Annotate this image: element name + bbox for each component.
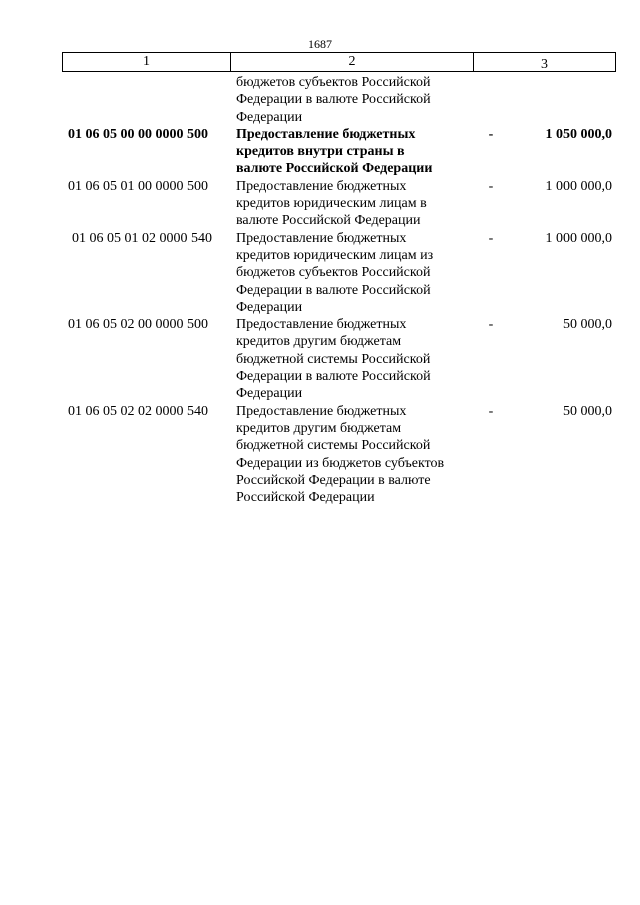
row-amount: 50 000,0 bbox=[563, 403, 612, 419]
row-code: 01 06 05 01 00 0000 500 bbox=[68, 178, 208, 194]
row-dash: - bbox=[488, 317, 494, 333]
row-description: бюджетов субъектов Российской Федерации в валюте Российской Федерации bbox=[236, 75, 431, 125]
row-amount: 1 000 000,0 bbox=[545, 230, 612, 246]
row-dash: - bbox=[488, 403, 494, 419]
header-col-2: 2 bbox=[231, 53, 474, 71]
header-col-3: 3 bbox=[541, 57, 548, 72]
row-dash: - bbox=[488, 126, 494, 142]
row-description: Предоставление бюджетных кредитов другим бюджетам бюджетной системы Российской Федерации из бюджетов субъектов Российской Федерации в валюте Российской Федерации bbox=[236, 403, 445, 506]
row-dash: - bbox=[488, 230, 494, 246]
row-description: Предоставление бюджетных кредитов другим бюджетам бюджетной системы Российской Федерации в валюте Российской Федерации bbox=[236, 317, 431, 402]
row-description: Предоставление бюджетных кредитов юридическим лицам из бюджетов субъектов Российской Федерации в валюте Российской Федерации bbox=[236, 230, 434, 315]
table-row bbox=[0, 178, 640, 230]
table-header bbox=[62, 52, 616, 72]
row-description: Предоставление бюджетных кредитов внутри страны в валюте Российской Федерации bbox=[236, 126, 433, 177]
row-code: 01 06 05 01 02 0000 540 bbox=[72, 230, 212, 246]
row-amount: 50 000,0 bbox=[563, 317, 612, 333]
row-dash: - bbox=[488, 178, 494, 194]
table-row bbox=[0, 403, 640, 507]
header-col-1: 1 bbox=[63, 53, 231, 71]
row-description: Предоставление бюджетных кредитов юридическим лицам в валюте Российской Федерации bbox=[236, 178, 427, 229]
row-code: 01 06 05 00 00 0000 500 bbox=[68, 126, 208, 142]
table-body bbox=[0, 74, 640, 506]
table-row bbox=[0, 126, 640, 178]
row-code: 01 06 05 02 02 0000 540 bbox=[68, 403, 208, 419]
row-code: 01 06 05 02 00 0000 500 bbox=[68, 317, 208, 333]
table-row-continuation bbox=[0, 74, 640, 126]
row-amount: 1 050 000,0 bbox=[545, 126, 612, 142]
table-row bbox=[0, 316, 640, 402]
table-row bbox=[0, 230, 640, 316]
row-amount: 1 000 000,0 bbox=[545, 178, 612, 194]
page-number: 1687 bbox=[308, 37, 332, 51]
